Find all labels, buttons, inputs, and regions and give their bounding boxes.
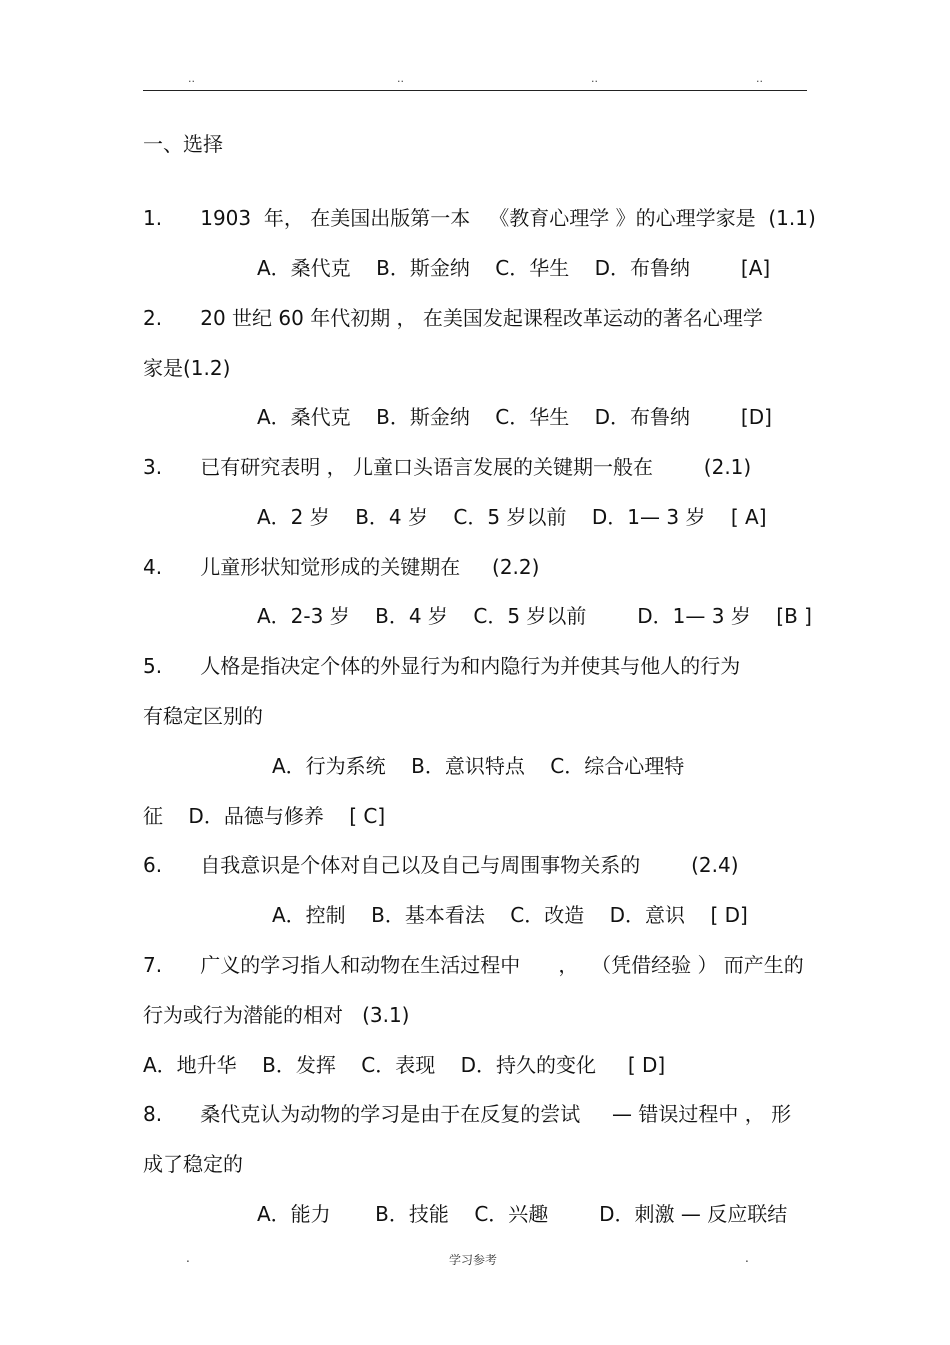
question-line: 3. 已有研究表明 ， 儿童口头语言发展的关键期一般在 (2.1) xyxy=(143,455,752,479)
header-mark: .. xyxy=(397,72,404,85)
question-line: 7. 广义的学习指人和动物在生活过程中 ， （凭借经验 ） 而产生的 xyxy=(143,953,804,977)
question-line: 家是(1.2) xyxy=(143,356,231,380)
footer-mark-right: . xyxy=(745,1251,749,1265)
question-line: 2. 20 世纪 60 年代初期 ， 在美国发起课程改革运动的著名心理学 xyxy=(143,306,763,330)
header-mark: .. xyxy=(188,72,195,85)
options-line: 征 D．品德与修养 [ C] xyxy=(143,804,386,828)
footer-caption: 学习参考 xyxy=(449,1253,498,1267)
options-line: A．能力 B．技能 C．兴趣 D．刺激 — 反应联结 xyxy=(257,1202,788,1226)
options-line: A．桑代克 B．斯金纳 C．华生 D．布鲁纳 [D] xyxy=(257,405,772,429)
options-line: A．2-3 岁 B．4 岁 C．5 岁以前 D．1— 3 岁 [B ] xyxy=(257,604,812,628)
question-line: 成了稳定的 xyxy=(143,1152,243,1176)
footer-mark-left: . xyxy=(186,1251,190,1265)
question-line: 有稳定区别的 xyxy=(143,704,263,728)
question-line: 1. 1903 年， 在美国出版第一本 《教育心理学 》的心理学家是 (1.1) xyxy=(143,206,816,230)
question-line: 行为或行为潜能的相对 (3.1) xyxy=(143,1003,410,1027)
question-line: 4. 儿童形状知觉形成的关键期在 (2.2) xyxy=(143,555,540,579)
header-mark: .. xyxy=(756,72,763,85)
header-rule xyxy=(143,90,807,91)
header-mark: .. xyxy=(591,72,598,85)
options-line: A．地升华 B．发挥 C．表现 D．持久的变化 [ D] xyxy=(143,1053,666,1077)
question-line: 6. 自我意识是个体对自己以及自己与周围事物关系的 (2.4) xyxy=(143,853,739,877)
options-line: A．桑代克 B．斯金纳 C．华生 D．布鲁纳 [A] xyxy=(257,256,771,280)
options-line: A．2 岁 B．4 岁 C．5 岁以前 D．1— 3 岁 [ A] xyxy=(257,505,767,529)
options-line: A．行为系统 B．意识特点 C．综合心理特 xyxy=(272,754,685,778)
question-line: 5. 人格是指决定个体的外显行为和内隐行为并使其与他人的行为 xyxy=(143,654,741,678)
section-title: 一、选择 xyxy=(143,132,223,156)
options-line: A．控制 B．基本看法 C．改造 D．意识 [ D] xyxy=(272,903,748,927)
question-line: 8. 桑代克认为动物的学习是由于在反复的尝试 — 错误过程中 ， 形 xyxy=(143,1102,792,1126)
